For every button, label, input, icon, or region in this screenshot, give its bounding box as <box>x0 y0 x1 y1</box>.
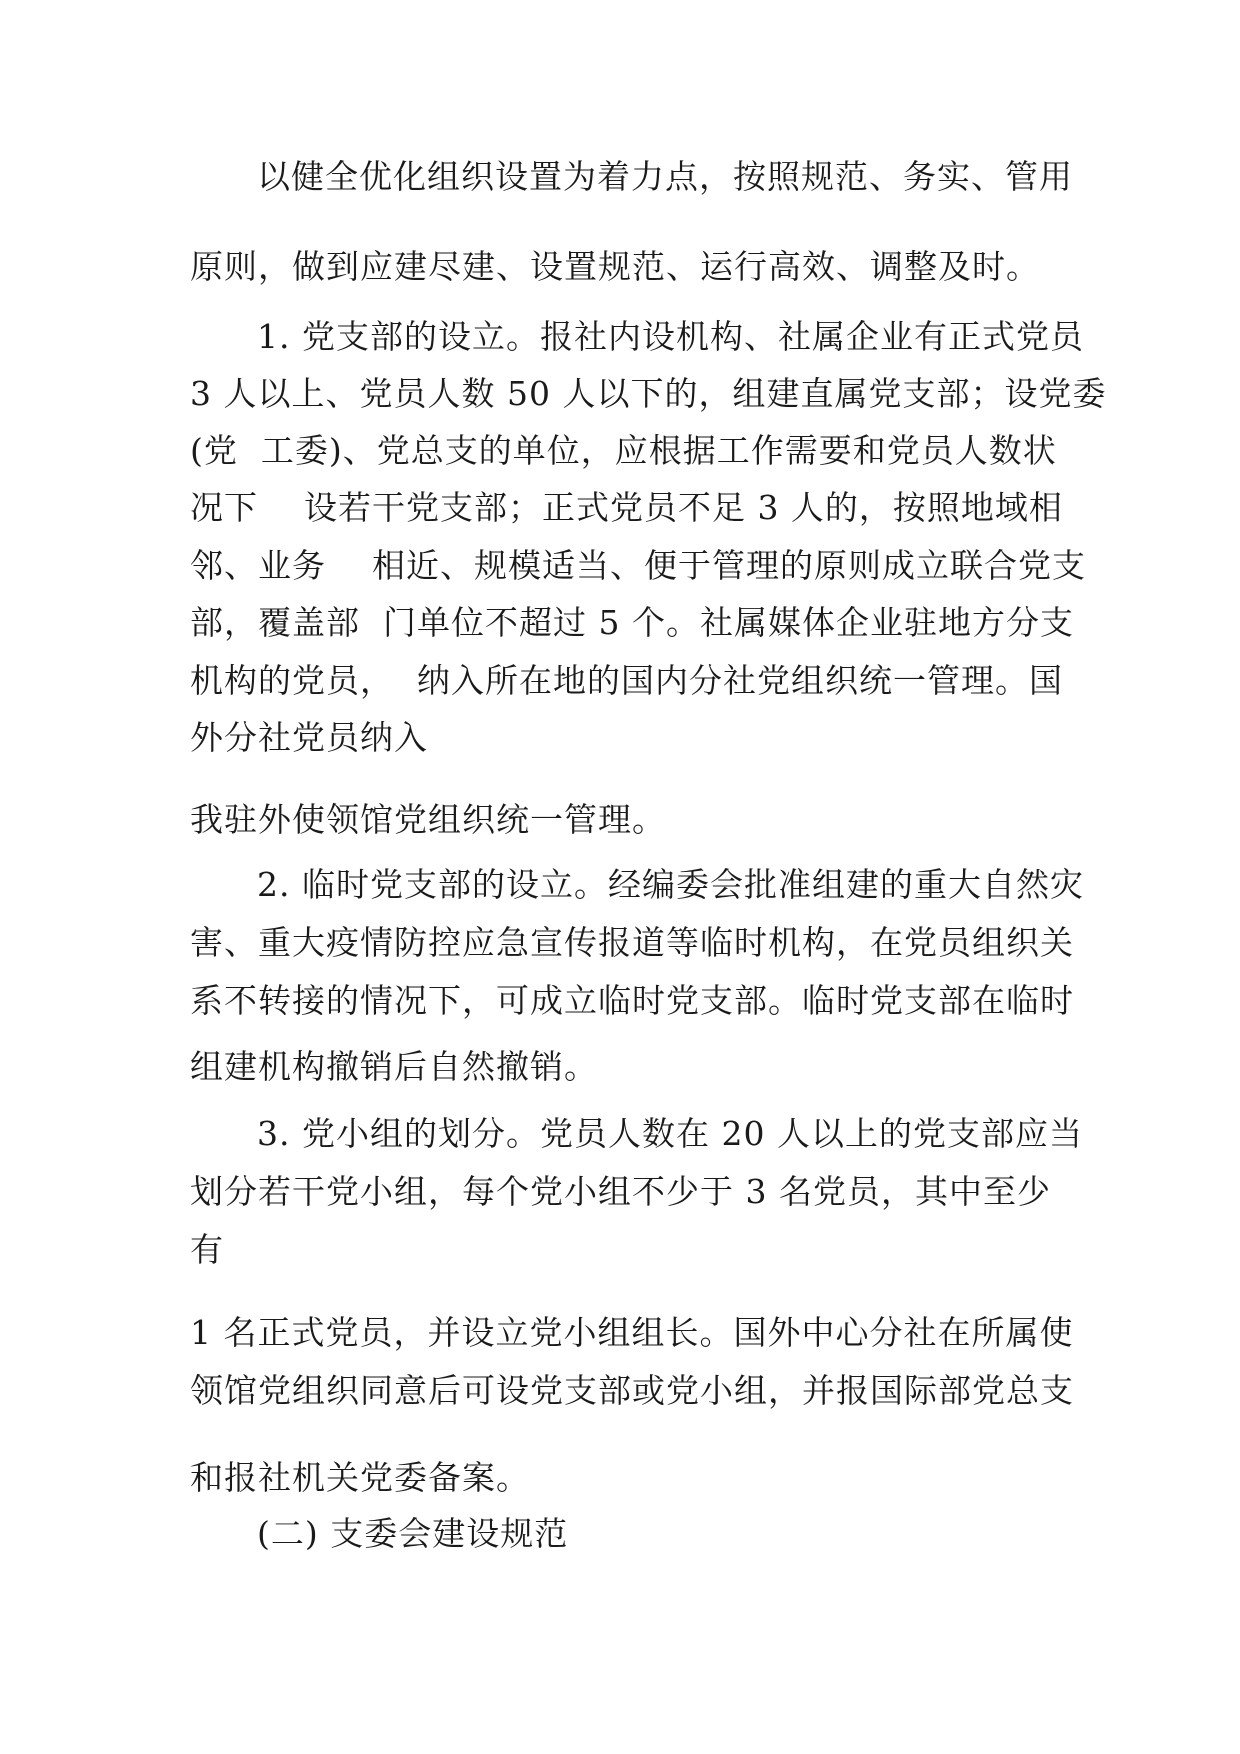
text-line: 我驻外使领馆党组织统一管理。 <box>190 800 666 839</box>
text-line: 和报社机关党委备案。 <box>190 1458 530 1497</box>
text-line: 3. 党小组的划分。党员人数在 20 人以上的党支部应当 <box>257 1114 1083 1153</box>
text-line: 系不转接的情况下，可成立临时党支部。临时党支部在临时 <box>190 981 1074 1020</box>
text-line: 外分社党员纳入 <box>190 718 428 757</box>
text-line: 3 人以上、党员人数 50 人以下的，组建直属党支部；设党委 <box>190 374 1107 413</box>
text-line: 划分若干党小组，每个党小组不少于 3 名党员，其中至少 <box>190 1172 1051 1211</box>
text-line: 机构的党员， 纳入所在地的国内分社党组织统一管理。国 <box>190 661 1063 700</box>
text-line: 有 <box>190 1230 224 1269</box>
text-line: 1 名正式党员，并设立党小组组长。国外中心分社在所属使 <box>190 1313 1074 1352</box>
text-line: 害、重大疫情防控应急宣传报道等临时机构，在党员组织关 <box>190 923 1074 962</box>
text-line: 邻、业务 相近、规模适当、便于管理的原则成立联合党支 <box>190 546 1086 585</box>
text-line: 部，覆盖部 门单位不超过 5 个。社属媒体企业驻地方分支 <box>190 603 1074 642</box>
text-line: (党 工委)、党总支的单位，应根据工作需要和党员人数状 <box>190 431 1057 470</box>
text-line: 1. 党支部的设立。报社内设机构、社属企业有正式党员 <box>257 317 1084 356</box>
text-line: 领馆党组织同意后可设党支部或党小组，并报国际部党总支 <box>190 1371 1074 1410</box>
section-heading: (二) 支委会建设规范 <box>257 1514 569 1553</box>
text-line: 况下 设若干党支部；正式党员不足 3 人的，按照地域相 <box>190 488 1063 527</box>
text-line: 原则，做到应建尽建、设置规范、运行高效、调整及时。 <box>190 247 1040 286</box>
text-line: 以健全优化组织设置为着力点，按照规范、务实、管用 <box>257 157 1073 196</box>
text-line: 组建机构撤销后自然撤销。 <box>190 1047 598 1086</box>
text-line: 2. 临时党支部的设立。经编委会批准组建的重大自然灾 <box>257 865 1084 904</box>
